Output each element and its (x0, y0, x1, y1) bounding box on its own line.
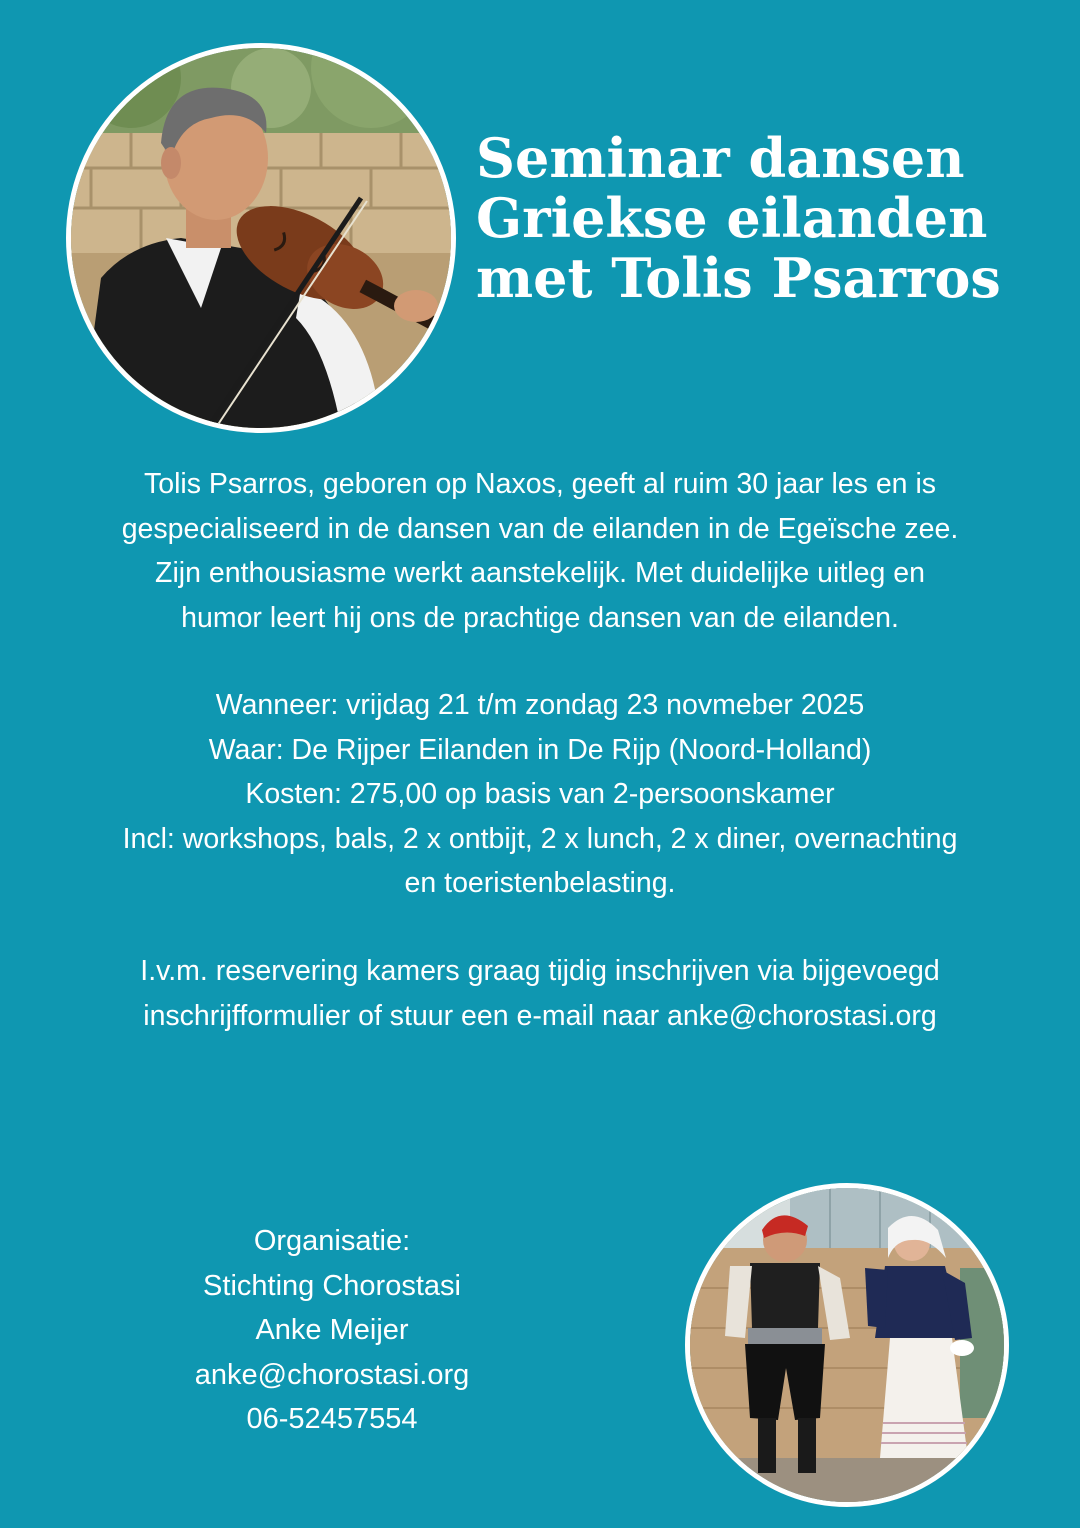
event-where: Waar: De Rijper Eilanden in De Rijp (Noord-Holland) (208, 733, 872, 766)
registration-line-2: inschrijfformulier of stuur een e-mail naar anke@chorostasi.org (143, 999, 937, 1032)
registration-note (40, 949, 1040, 1038)
event-when: Wanneer: vrijdag 21 t/m zondag 23 novmeber 2025 (215, 689, 865, 721)
event-included-line-2: en toeristenbelasting. (404, 867, 676, 899)
event-costs: Kosten: 275,00 op basis van 2-persoonskamer (245, 778, 835, 810)
organisation-contact: Anke Meijer (255, 1314, 409, 1346)
organisation-phone: 06-52457554 (246, 1403, 418, 1435)
title-line-2: Griekse eilanden (476, 186, 988, 250)
intro-line-1: Tolis Psarros, geboren op Naxos, geeft al ruim 30 jaar les en is (143, 468, 937, 500)
dancers-photo (685, 1183, 1009, 1507)
intro-paragraph (40, 462, 1040, 640)
title-line-1: Seminar dansen (476, 126, 965, 190)
violinist-illustration (71, 48, 451, 428)
violinist-photo (66, 43, 456, 433)
registration-line-1: I.v.m. reservering kamers graag tijdig inschrijven via bijgevoegd (140, 955, 940, 987)
page-title (476, 128, 1066, 308)
title-line-3: met Tolis Psarros (476, 246, 1001, 310)
organisation-block (132, 1219, 532, 1442)
event-included-line-1: Incl: workshops, bals, 2 x ontbijt, 2 x lunch, 2 x diner, overnachting (122, 822, 958, 855)
intro-line-4: humor leert hij ons de prachtige dansen van de eilanden. (181, 601, 899, 634)
event-details (40, 683, 1040, 906)
organisation-email: anke@chorostasi.org (194, 1358, 470, 1391)
intro-line-3: Zijn enthousiasme werkt aanstekelijk. Met duidelijke uitleg en (155, 557, 925, 589)
dancers-illustration (690, 1188, 1004, 1502)
organisation-name: Stichting Chorostasi (203, 1269, 461, 1302)
intro-line-2: gespecialiseerd in de dansen van de eilanden in de Egeïsche zee. (121, 512, 959, 545)
organisation-heading: Organisatie: (253, 1225, 411, 1257)
